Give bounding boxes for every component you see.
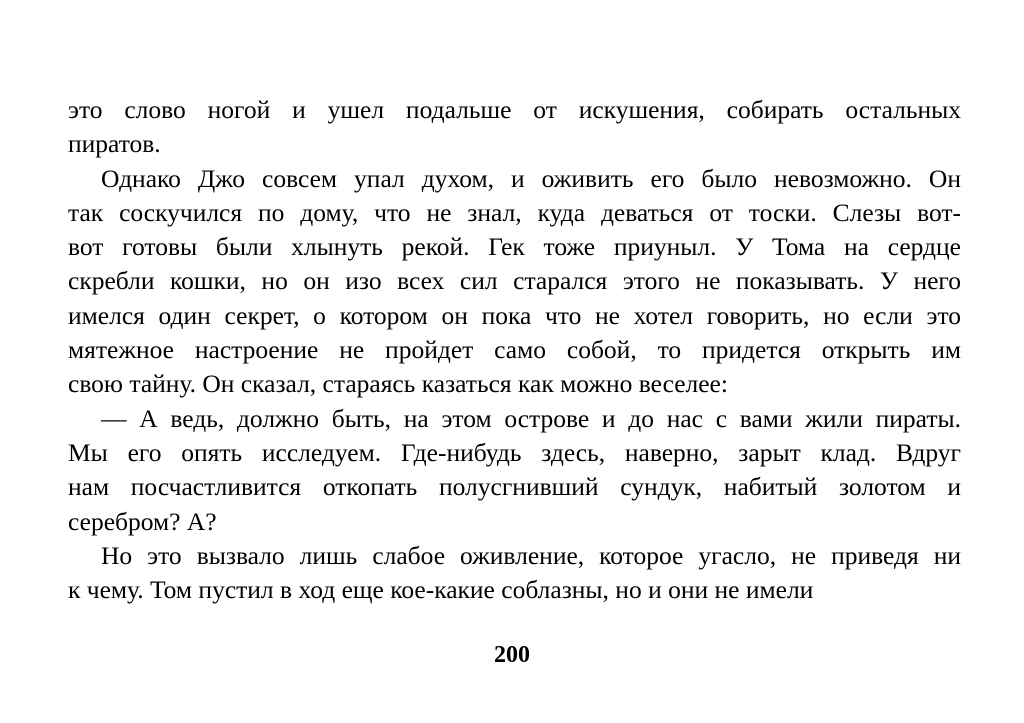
text-line: серебром? А? xyxy=(68,506,217,536)
text-line: нам посчастливится откопать полусгнивший сундук, набитый золотом и xyxy=(68,472,961,502)
text-line: имелся один секрет, о котором он пока что не хотел говорить, но если это xyxy=(68,300,961,330)
text-line: мятежное настроение не пройдет само собой, то придется открыть им xyxy=(68,335,961,365)
paragraph-first-line: — А ведь, должно быть, на этом острове и до нас с вами жили пираты. xyxy=(101,403,961,433)
text-line: это слово ногой и ушел подальше от искушения, собирать остальных xyxy=(68,95,961,124)
text-line: пиратов. xyxy=(68,129,161,159)
paragraph-first-line: Однако Джо совсем упал духом, и оживить его было невозможно. Он xyxy=(101,163,961,193)
text-line: свою тайну. Он сказал, стараясь казаться как можно веселее: xyxy=(68,369,728,399)
text-line: так соскучился по дому, что не знал, куда деваться от тоски. Слезы вот- xyxy=(68,197,961,227)
page-number: 200 xyxy=(494,642,530,668)
text-line: к чему. Том пустил в ход еще кое-какие соблазны, но и они не имели xyxy=(68,575,814,605)
text-line: скребли кошки, но он изо всех сил старался этого не показывать. У него xyxy=(68,266,961,296)
body-text xyxy=(68,93,961,607)
text-line: Мы его опять исследуем. Где-нибудь здесь, наверно, зарыт клад. Вдруг xyxy=(68,437,961,467)
paragraph-first-line: Но это вызвало лишь слабое оживление, которое угасло, не приведя ни xyxy=(101,540,961,570)
text-line: вот готовы были хлынуть рекой. Гек тоже приуныл. У Тома на сердце xyxy=(68,232,961,262)
